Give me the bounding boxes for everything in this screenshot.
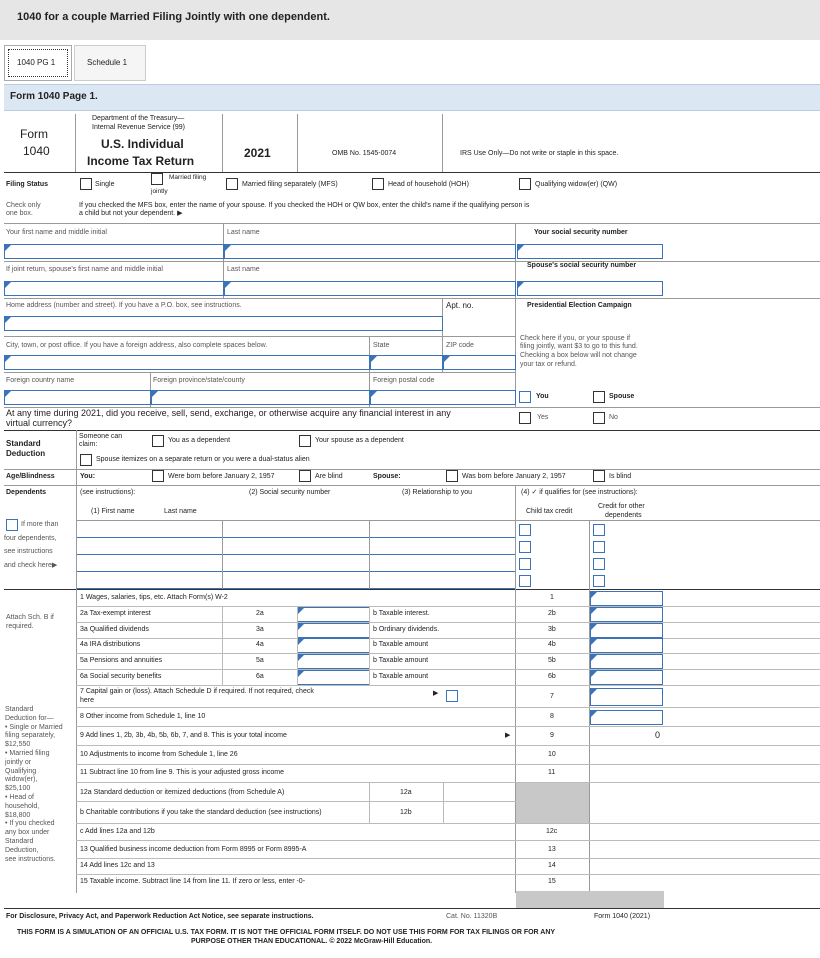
line-15-label: 15 Taxable income. Subtract line 14 from line 11. If zero or less, enter -0- <box>80 878 306 885</box>
first-name-input[interactable] <box>4 244 224 259</box>
line-14-label: 14 Add lines 12c and 13 <box>80 862 155 869</box>
ssn-label: Your social security number <box>534 229 628 236</box>
page-title: 1040 for a couple Married Filing Jointly with one dependent. <box>17 11 330 23</box>
line-5b-input[interactable] <box>590 654 663 669</box>
line-3b-label: b Ordinary dividends. <box>373 626 440 633</box>
mfj-label-2: jointly <box>151 188 168 195</box>
dep-col3: (3) Relationship to you <box>402 489 473 496</box>
spouse-ssn-label: Spouse's social security number <box>527 262 637 269</box>
omb-number: OMB No. 1545-0074 <box>332 150 397 157</box>
line-1-input[interactable] <box>590 591 663 606</box>
virtual-yes-checkbox[interactable] <box>519 412 531 424</box>
line-2a-label: 2a Tax-exempt interest <box>80 610 151 617</box>
line-2b-num: 2b <box>548 610 556 617</box>
line-6a-box: 6a <box>256 673 264 680</box>
pec-title: Presidential Election Campaign <box>527 302 632 309</box>
line-9-value: 0 <box>655 730 661 740</box>
line-4b-input[interactable] <box>590 638 663 653</box>
line-11-label: 11 Subtract line 10 from line 9. This is your adjusted gross income <box>80 769 285 776</box>
line-9-num: 9 <box>550 732 554 739</box>
qw-checkbox[interactable] <box>519 178 531 190</box>
line-5a-box: 5a <box>256 657 264 664</box>
province-label: Foreign province/state/county <box>153 377 245 384</box>
line-6b-input[interactable] <box>590 670 663 685</box>
line-11-num: 11 <box>548 769 556 776</box>
form-footer: Form 1040 (2021) <box>594 913 651 920</box>
line-7-input[interactable] <box>590 688 663 706</box>
section-title: Form 1040 Page 1. <box>10 91 98 102</box>
cat-number: Cat. No. 11320B <box>446 913 498 920</box>
someone-2: claim: <box>79 441 98 448</box>
line-7-num: 7 <box>550 693 554 700</box>
dep-ssn-input[interactable] <box>223 574 369 589</box>
you-born-checkbox[interactable] <box>152 470 164 482</box>
line-6a-input[interactable] <box>297 670 370 685</box>
pec-text-4: your tax or refund. <box>520 361 577 368</box>
spouse-itemizes-label: Spouse itemizes on a separate return or you were a dual-status alien <box>96 456 310 463</box>
line-3a-input[interactable] <box>297 623 370 638</box>
pec-you-checkbox[interactable] <box>519 391 531 403</box>
std-deduction-2: Deduction <box>6 449 46 458</box>
line-12c-num: 12c <box>546 828 558 835</box>
virtual-q-1: At any time during 2021, did you receive, sell, send, exchange, or otherwise acquire any financial interest in any <box>6 408 451 418</box>
disclosure-note: For Disclosure, Privacy Act, and Paperwork Reduction Act Notice, see separate instructions. <box>6 913 314 920</box>
form-title-1: U.S. Individual <box>101 137 184 151</box>
line-3b-input[interactable] <box>590 623 663 638</box>
mfs-label: Married filing separately (MFS) <box>242 181 338 188</box>
you-dependent-checkbox[interactable] <box>152 435 164 447</box>
dep-relationship-input[interactable] <box>370 523 515 538</box>
last-name-label: Last name <box>227 229 260 236</box>
dependent-row <box>0 557 820 572</box>
dependents-label: Dependents <box>6 489 47 496</box>
postal-input[interactable] <box>370 390 516 405</box>
first-name-label: Your first name and middle initial <box>6 229 107 236</box>
line-6b-num: 6b <box>548 673 556 680</box>
line-7-checkbox[interactable] <box>446 690 458 702</box>
spouse-ssn-input[interactable] <box>517 281 663 296</box>
line-3b-num: 3b <box>548 626 556 633</box>
dep-ssn-input[interactable] <box>223 540 369 555</box>
spouse-dependent-checkbox[interactable] <box>299 435 311 447</box>
city-input[interactable] <box>4 355 370 370</box>
shaded-cell <box>516 783 589 823</box>
dept-line1: Department of the Treasury— <box>92 115 185 122</box>
more-dep-2: four dependents, <box>4 535 57 542</box>
filing-status-label: Filing Status <box>6 181 48 188</box>
dep-cod-2: dependents <box>605 512 642 519</box>
line-4a-label: 4a IRA distributions <box>80 641 141 648</box>
you-blind-checkbox[interactable] <box>299 470 311 482</box>
one-box: one box. <box>6 210 33 217</box>
tab-schedule-1[interactable] <box>74 45 146 81</box>
country-input[interactable] <box>4 390 151 405</box>
section-header <box>4 84 820 111</box>
single-checkbox[interactable] <box>80 178 92 190</box>
dep-col4: (4) ✓ if qualifies for (see instructions): <box>521 489 638 496</box>
hoh-label: Head of household (HOH) <box>388 181 469 188</box>
line-8-label: 8 Other income from Schedule 1, line 10 <box>80 713 206 720</box>
postal-label: Foreign postal code <box>373 377 435 384</box>
line-2a-box: 2a <box>256 610 264 617</box>
line-14-num: 14 <box>548 862 556 869</box>
dep-ssn-input[interactable] <box>223 523 369 538</box>
dep-cod-checkbox[interactable] <box>593 524 605 536</box>
line-4a-input[interactable] <box>297 638 370 653</box>
shaded-cell <box>516 891 664 908</box>
dep-col1: (1) First name <box>91 508 135 515</box>
line-5b-label: b Taxable amount <box>373 657 429 664</box>
spouse-itemizes-checkbox[interactable] <box>80 454 92 466</box>
dep-ctc: Child tax credit <box>526 508 573 515</box>
hoh-checkbox[interactable] <box>372 178 384 190</box>
line-10-label: 10 Adjustments to income from Schedule 1, line 26 <box>80 751 238 758</box>
form-number: 1040 <box>23 144 50 158</box>
line-15-num: 15 <box>548 878 556 885</box>
line-4a-box: 4a <box>256 641 264 648</box>
dept-line2: Internal Revenue Service (99) <box>92 124 185 131</box>
line-1-num: 1 <box>550 594 554 601</box>
zip-input[interactable] <box>443 355 516 370</box>
line-7-label-2: here <box>80 697 95 704</box>
dep-cod-checkbox[interactable] <box>593 541 605 553</box>
dep-cod-checkbox[interactable] <box>593 575 605 587</box>
line-1-label: 1 Wages, salaries, tips, etc. Attach Form(s) W-2 <box>80 594 228 601</box>
more-dep-4: and check here▶ <box>4 562 58 569</box>
dep-relationship-input[interactable] <box>370 540 515 555</box>
line-12a-label: 12a Standard deduction or itemized deductions (from Schedule A) <box>80 789 285 796</box>
check-only: Check only <box>6 202 41 209</box>
line-3a-label: 3a Qualified dividends <box>80 626 149 633</box>
filing-note-1: If you checked the MFS box, enter the name of your spouse. If you checked the HOH or QW box, enter the child's name if the qualifying person is <box>79 202 530 209</box>
city-label: City, town, or post office. If you have a foreign address, also complete spaces below. <box>6 342 268 349</box>
tab-label: 1040 PG 1 <box>17 58 56 67</box>
dep-ssn-input[interactable] <box>223 557 369 572</box>
virtual-no-checkbox[interactable] <box>593 412 605 424</box>
spouse-blind-label: Is blind <box>609 473 632 480</box>
dep-first-name-input[interactable] <box>77 557 222 572</box>
dep-first-name-input[interactable] <box>77 523 222 538</box>
arrow-right-icon: ▶ <box>505 732 511 739</box>
you-blind-label: Are blind <box>315 473 343 480</box>
mfj-checkbox[interactable] <box>151 173 163 185</box>
attach-sch-b-2: required. <box>6 623 34 630</box>
spouse-last-label: Last name <box>227 266 260 273</box>
line-13-num: 13 <box>548 846 556 853</box>
someone-1: Someone can <box>79 433 123 440</box>
dep-ctc-checkbox[interactable] <box>519 541 531 553</box>
line-12a-box: 12a <box>400 789 412 796</box>
dep-ctc-checkbox[interactable] <box>519 575 531 587</box>
pec-spouse-checkbox[interactable] <box>593 391 605 403</box>
line-12b-box: 12b <box>400 809 412 816</box>
simulation-note-1: THIS FORM IS A SIMULATION OF AN OFFICIAL U.S. TAX FORM. IT IS NOT THE OFFICIAL FORM ITSELF. DO NOT USE THIS FORM FOR TAX FILINGS OR FOR ANY <box>17 929 556 936</box>
line-12c-label: c Add lines 12a and 12b <box>80 828 155 835</box>
dep-ctc-checkbox[interactable] <box>519 524 531 536</box>
pec-text-3: Checking a box below will not change <box>520 352 637 359</box>
dep-relationship-input[interactable] <box>370 574 515 589</box>
form-title-2: Income Tax Return <box>87 154 195 168</box>
irs-use-only: IRS Use Only—Do not write or staple in this space. <box>460 150 619 157</box>
apt-label: Apt. no. <box>446 301 474 310</box>
ssn-input[interactable] <box>517 244 663 259</box>
line-6b-label: b Taxable amount <box>373 673 429 680</box>
age-blindness-label: Age/Blindness <box>6 473 55 480</box>
home-address-input[interactable] <box>4 316 443 331</box>
virtual-q-2: virtual currency? <box>6 418 73 428</box>
mfs-checkbox[interactable] <box>226 178 238 190</box>
line-2a-input[interactable] <box>297 607 370 622</box>
home-address-label: Home address (number and street). If you have a P.O. box, see instructions. <box>6 302 242 309</box>
std-deduction-sidebar: Standard Deduction for— • Single or Married filing separately, $12,550 • Married filing jointly or Qualifying widow(er), $25,100 • Head of household, $18,800 • If you checked any box under Standard Deduction, see instructions. <box>5 706 63 863</box>
arrow-right-icon: ▶ <box>433 690 439 697</box>
tax-year: 2021 <box>244 146 271 160</box>
spouse-first-label: If joint return, spouse's first name and middle initial <box>6 266 163 273</box>
dep-first-name-input[interactable] <box>77 540 222 555</box>
line-5a-label: 5a Pensions and annuities <box>80 657 163 664</box>
spouse-first-input[interactable] <box>4 281 224 296</box>
std-deduction-1: Standard <box>6 439 41 448</box>
state-input[interactable] <box>370 355 443 370</box>
you-born-label: Were born before January 2, 1957 <box>168 473 275 480</box>
more-dep-3: see instructions <box>4 548 53 555</box>
tab-1040-pg1[interactable] <box>4 45 72 81</box>
dependent-row <box>0 523 820 538</box>
form-label: Form <box>20 127 48 141</box>
single-label: Single <box>95 181 115 188</box>
simulation-note-2: PURPOSE OTHER THAN EDUCATIONAL. © 2022 McGraw-Hill Education. <box>191 938 433 945</box>
pec-text-2: filing jointly, want $3 to go to this fund. <box>520 343 638 350</box>
qw-label: Qualifying widow(er) (QW) <box>535 181 618 188</box>
you-dependent-label: You as a dependent <box>168 437 231 444</box>
pec-text-1: Check here if you, or your spouse if <box>520 335 631 342</box>
age-you: You: <box>80 473 96 480</box>
spouse-born-checkbox[interactable] <box>446 470 458 482</box>
attach-sch-b-1: Attach Sch. B if <box>6 614 54 621</box>
dep-cod-checkbox[interactable] <box>593 558 605 570</box>
last-name-input[interactable] <box>224 244 516 259</box>
line-3a-box: 3a <box>256 626 264 633</box>
spouse-blind-checkbox[interactable] <box>593 470 605 482</box>
line-9-label: 9 Add lines 1, 2b, 3b, 4b, 5b, 6b, 7, and 8. This is your total income <box>80 732 287 739</box>
zip-label: ZIP code <box>446 342 474 349</box>
line-6a-label: 6a Social security benefits <box>80 673 162 680</box>
line-8-num: 8 <box>550 713 554 720</box>
line-7-label-1: 7 Capital gain or (loss). Attach Schedule D if required. If not required, check <box>80 688 314 695</box>
pec-you-label: You <box>536 393 549 400</box>
spouse-dependent-label: Your spouse as a dependent <box>315 437 404 444</box>
country-label: Foreign country name <box>6 377 75 384</box>
line-4b-num: 4b <box>548 641 556 648</box>
dependent-row <box>0 540 820 555</box>
province-input[interactable] <box>151 390 370 405</box>
dep-relationship-input[interactable] <box>370 557 515 572</box>
dep-first-name-input[interactable] <box>77 574 222 589</box>
spouse-last-input[interactable] <box>224 281 516 296</box>
line-10-num: 10 <box>548 751 556 758</box>
more-dep-1: If more than <box>21 521 59 528</box>
dep-ctc-checkbox[interactable] <box>519 558 531 570</box>
dep-col1b: Last name <box>164 508 197 515</box>
tab-label: Schedule 1 <box>87 58 128 67</box>
dependent-row <box>0 574 820 589</box>
line-4b-label: b Taxable amount <box>373 641 429 648</box>
line-2b-label: b Taxable interest. <box>373 610 430 617</box>
pec-spouse-label: Spouse <box>609 393 635 400</box>
line-12b-label: b Charitable contributions if you take the standard deduction (see instructions) <box>80 809 322 816</box>
line-5a-input[interactable] <box>297 654 370 669</box>
state-label: State <box>373 342 390 349</box>
mfj-label-1: Married filing <box>169 174 207 181</box>
line-2b-input[interactable] <box>590 607 663 622</box>
dependents-see: (see instructions): <box>80 489 136 496</box>
virtual-yes-label: Yes <box>537 414 549 421</box>
virtual-no-label: No <box>609 414 618 421</box>
age-spouse: Spouse: <box>373 473 401 480</box>
line-5b-num: 5b <box>548 657 556 664</box>
spouse-born-label: Was born before January 2, 1957 <box>462 473 566 480</box>
line-13-label: 13 Qualified business income deduction from Form 8995 or Form 8995-A <box>80 846 307 853</box>
dep-col2: (2) Social security number <box>249 489 331 496</box>
filing-note-2: a child but not your dependent. ▶ <box>79 210 183 217</box>
line-8-input[interactable] <box>590 710 663 725</box>
dep-cod-1: Credit for other <box>598 503 645 510</box>
